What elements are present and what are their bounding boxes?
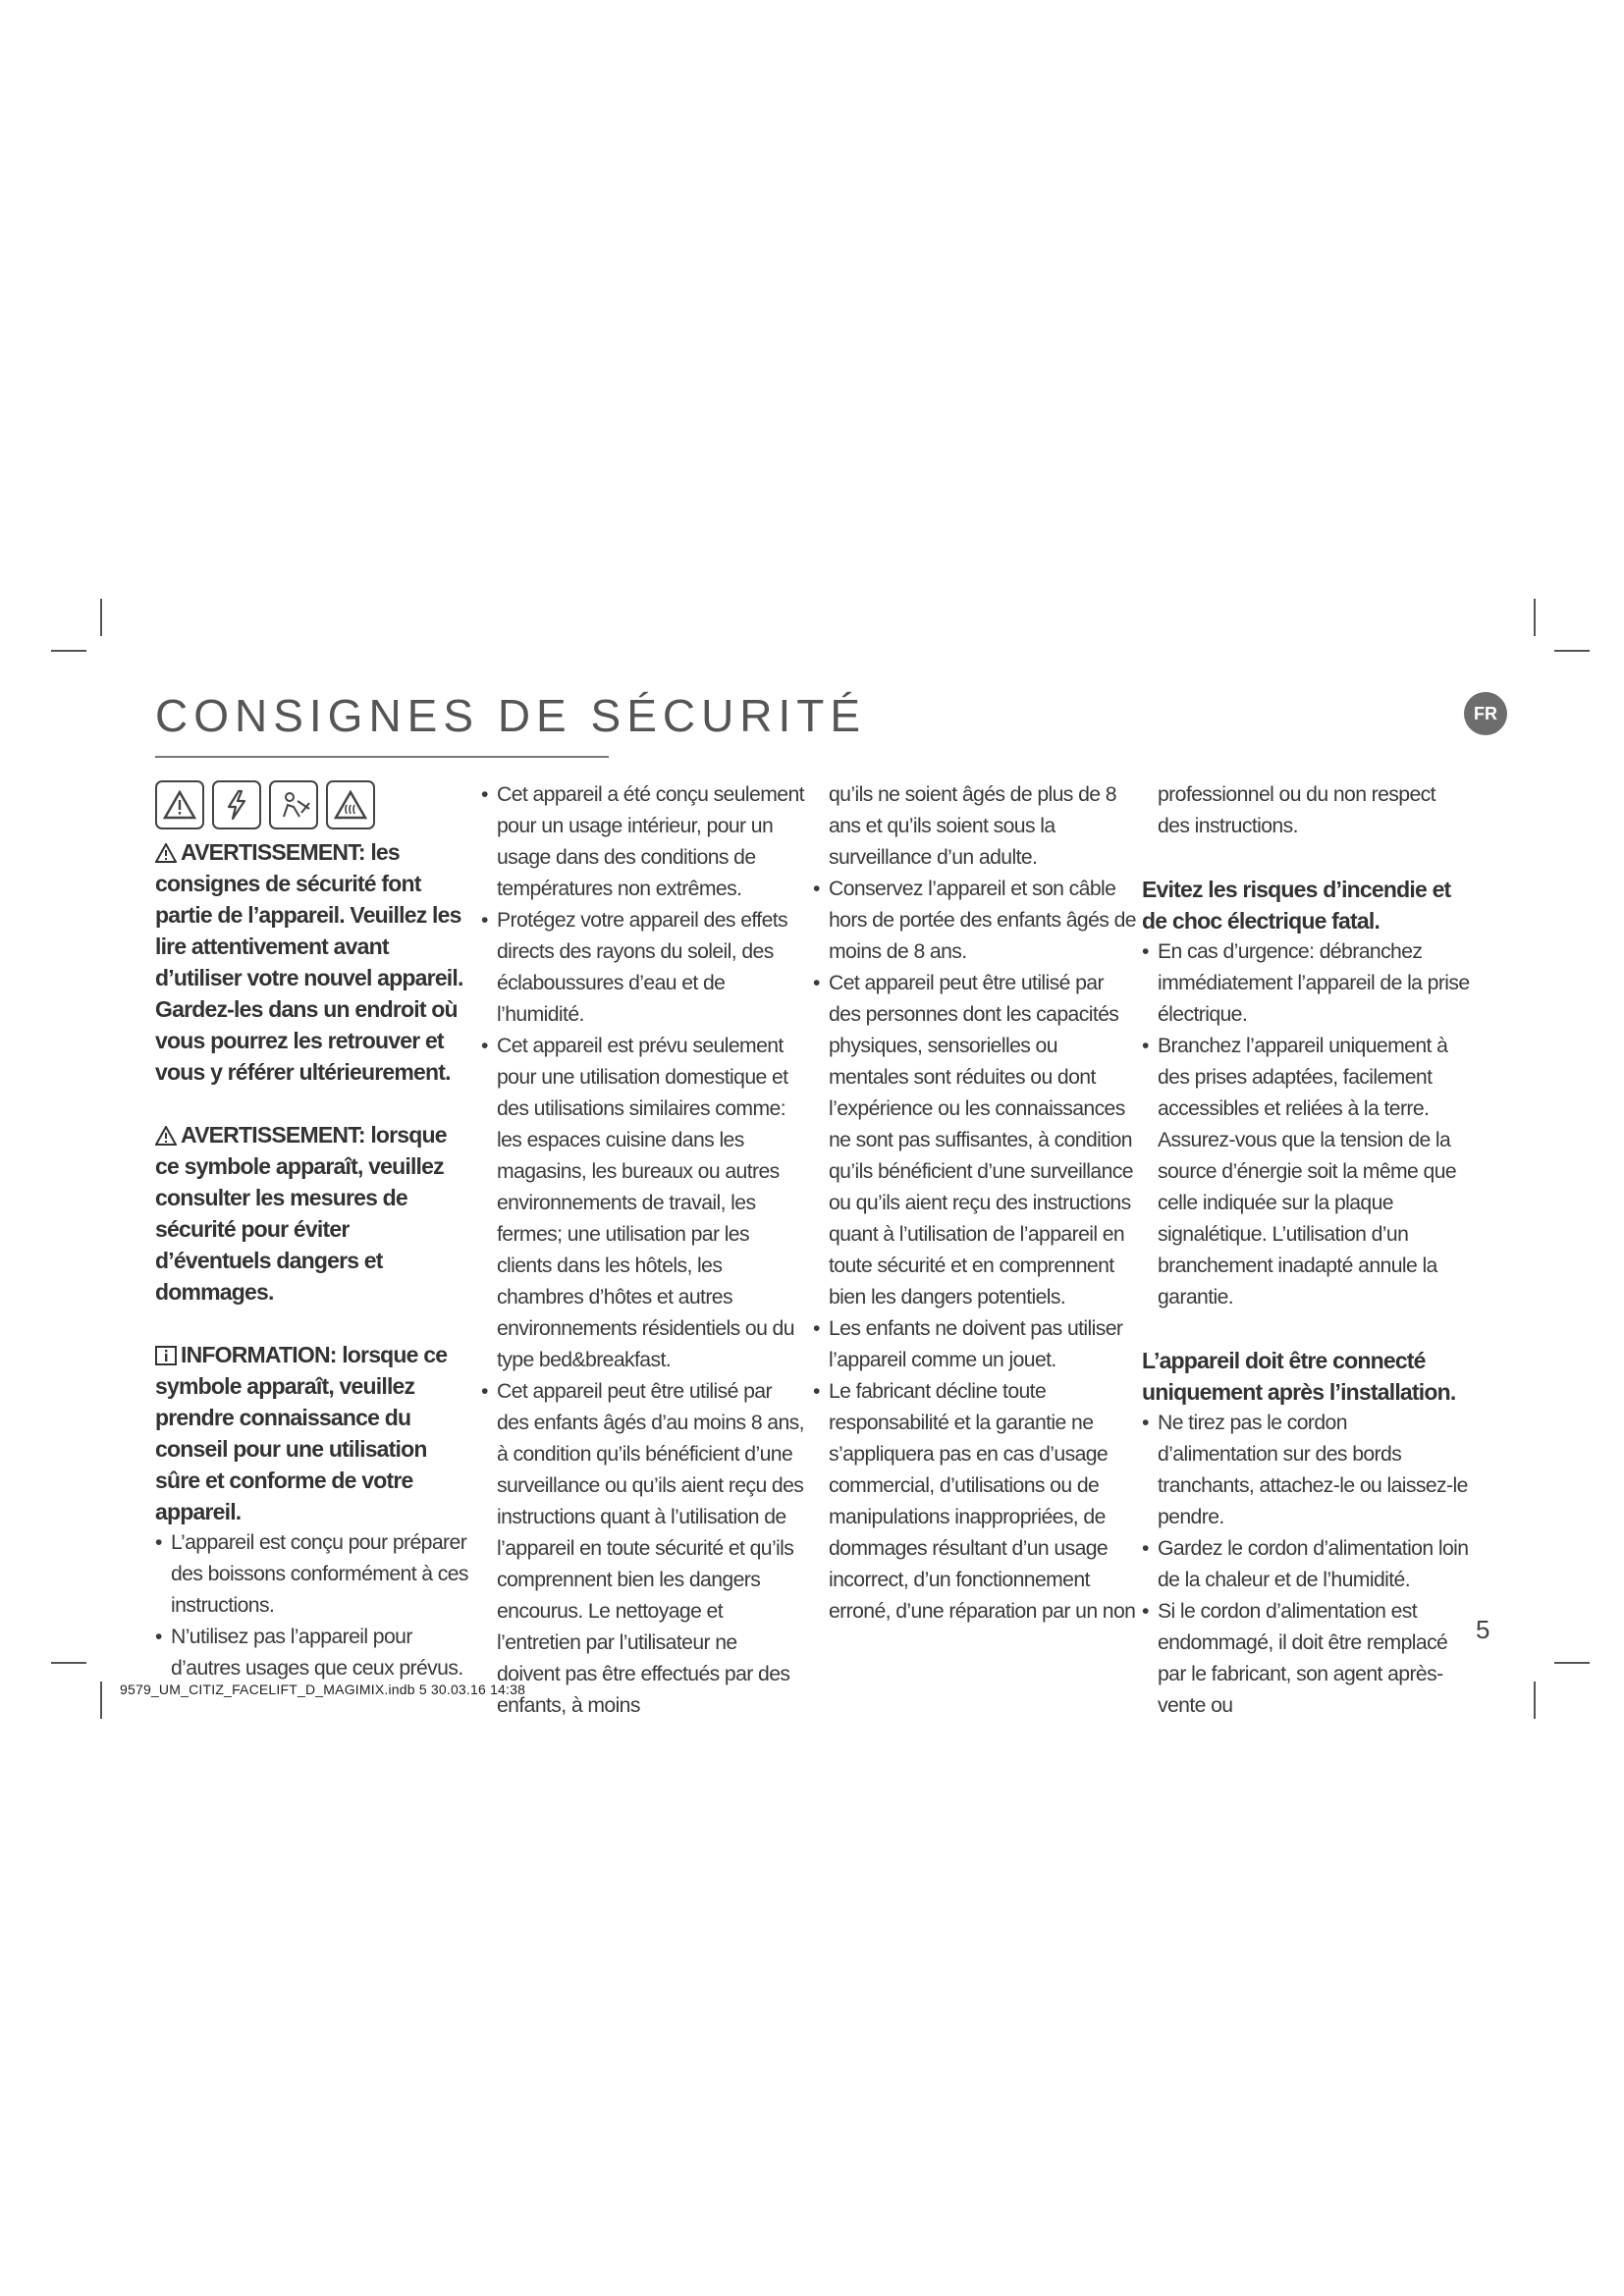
list-item: • N’utilisez pas l’appareil pour d’autres usages que ceux prévus. <box>155 1622 469 1684</box>
list-item: • Protégez votre appareil des effets directs des rayons du soleil, des éclaboussures d’eau et de l’humidité. <box>481 905 805 1031</box>
language-badge: FR <box>1464 692 1507 735</box>
column-1 <box>155 779 469 1684</box>
warning-paragraph <box>155 836 469 1088</box>
warning-text: AVERTISSEMENT: les consignes de sécurité font partie de l’appareil. Veuillez les lire attentivement avant d’utiliser votre nouvel appareil. Gardez-les dans un endroit où vous pourrez les retrouver et vous y référer ultérieurement. <box>155 839 463 1085</box>
warning-triangle-icon <box>155 780 204 829</box>
print-slug: 9579_UM_CITIZ_FACELIFT_D_MAGIMIX.indb 5 30.03.16 14:38 <box>120 1682 526 1697</box>
list-item: • Si le cordon d’alimentation est endommagé, il doit être remplacé par le fabricant, son agent après-vente ou <box>1142 1596 1471 1722</box>
page-title: CONSIGNES DE SÉCURITÉ <box>155 690 867 741</box>
section-heading: L’appareil doit être connecté uniquement après l’installation. <box>1142 1348 1456 1405</box>
hot-surface-icon <box>326 780 375 829</box>
crop-mark <box>1554 1662 1590 1664</box>
list-item: • L’appareil est conçu pour préparer des boissons conformément à ces instructions. <box>155 1527 469 1622</box>
bullet-list <box>1142 1408 1471 1722</box>
info-text: INFORMATION: lorsque ce symbole apparaît, veuillez prendre connaissance du conseil pour une utilisation sûre et conforme de votre appareil. <box>155 1342 448 1524</box>
continued-text: professionnel ou du non respect des instructions. <box>1158 783 1435 837</box>
list-item: • En cas d’urgence: débranchez immédiatement l’appareil de la prise électrique. <box>1142 936 1471 1031</box>
column-3 <box>813 779 1137 1628</box>
crop-mark <box>51 1662 86 1664</box>
lightning-icon <box>212 780 261 829</box>
list-item: • Cet appareil peut être utilisé par des personnes dont les capacités physiques, sensorielles ou mentales sont réduites ou dont l’expérience ou les connaissances ne sont pas suffisantes, à condition qu’ils bénéficient d’une surveillance ou qu’ils aient reçu des instructions quant à l’utilisation de l’appareil en toute sécurité et en comprennent bien les dangers potentiels. <box>813 968 1137 1313</box>
title-divider <box>155 756 609 758</box>
crop-mark <box>1534 599 1536 636</box>
list-item: • Branchez l’appareil uniquement à des prises adaptées, facilement accessibles et reliées à la terre. Assurez-vous que la tension de la source d’énergie soit la même que celle indiquée sur la plaque signalétique. L’utilisation d’un branchement inadapté annule la garantie. <box>1142 1031 1471 1313</box>
bullet-list <box>481 779 805 1722</box>
list-item: • Conservez l’appareil et son câble hors de portée des enfants âgés de moins de 8 ans. <box>813 874 1137 968</box>
safety-symbols <box>155 779 469 830</box>
bullet-list <box>155 1527 469 1684</box>
page-number: 5 <box>1476 1615 1490 1644</box>
list-item: • Cet appareil peut être utilisé par des enfants âgés d’au moins 8 ans, à condition qu’ils bénéficient d’une surveillance ou qu’ils aient reçu des instructions quant à l’utilisation de l’appareil en toute sécurité et qu’ils comprennent bien les dangers encourus. Le nettoyage et l’entretien par l’utilisateur ne doivent pas être effectués par des enfants, à moins <box>481 1376 805 1722</box>
warning-icon <box>155 843 177 863</box>
crop-mark <box>51 650 86 652</box>
column-4 <box>1142 779 1471 1722</box>
list-item: • Ne tirez pas le cordon d’alimentation sur des bords tranchants, attachez-le ou laissez-le pendre. <box>1142 1408 1471 1533</box>
list-item: • Cet appareil est prévu seulement pour une utilisation domestique et des utilisations similaires comme: les espaces cuisine dans les magasins, les bureaux ou autres environnements de travail, les fermes; une utilisation par les clients dans les hôtels, les chambres d’hôtes et autres environnements résidentiels ou du type bed&breakfast. <box>481 1031 805 1376</box>
no-children-icon <box>269 780 318 829</box>
continued-text: qu’ils ne soient âgés de plus de 8 ans et qu’ils soient sous la surveillance d’un adulte. <box>829 783 1116 869</box>
bullet-list <box>813 874 1137 1628</box>
column-2 <box>481 779 805 1722</box>
section-heading: Evitez les risques d’incendie et de choc électrique fatal. <box>1142 877 1451 934</box>
warning-text: AVERTISSEMENT: lorsque ce symbole apparaît, veuillez consulter les mesures de sécurité pour éviter d’éventuels dangers et dommages. <box>155 1122 447 1305</box>
info-paragraph <box>155 1339 469 1527</box>
warning-paragraph <box>155 1119 469 1308</box>
crop-mark <box>100 1682 102 1719</box>
bullet-list <box>1142 936 1471 1313</box>
info-icon <box>155 1346 177 1365</box>
list-item: • Les enfants ne doivent pas utiliser l’appareil comme un jouet. <box>813 1313 1137 1376</box>
list-item: • Gardez le cordon d’alimentation loin de la chaleur et de l’humidité. <box>1142 1533 1471 1596</box>
warning-icon <box>155 1126 177 1146</box>
list-item: • Le fabricant décline toute responsabilité et la garantie ne s’appliquera pas en cas d’usage commercial, d’utilisations ou de manipulations inappropriées, de dommages résultant d’un usage incorrect, d’un fonctionnement erroné, d’une réparation par un non <box>813 1376 1137 1628</box>
crop-mark <box>1554 650 1590 652</box>
list-item: • Cet appareil a été conçu seulement pour un usage intérieur, pour un usage dans des conditions de températures non extrêmes. <box>481 779 805 905</box>
crop-mark <box>100 599 102 636</box>
crop-mark <box>1534 1682 1536 1719</box>
